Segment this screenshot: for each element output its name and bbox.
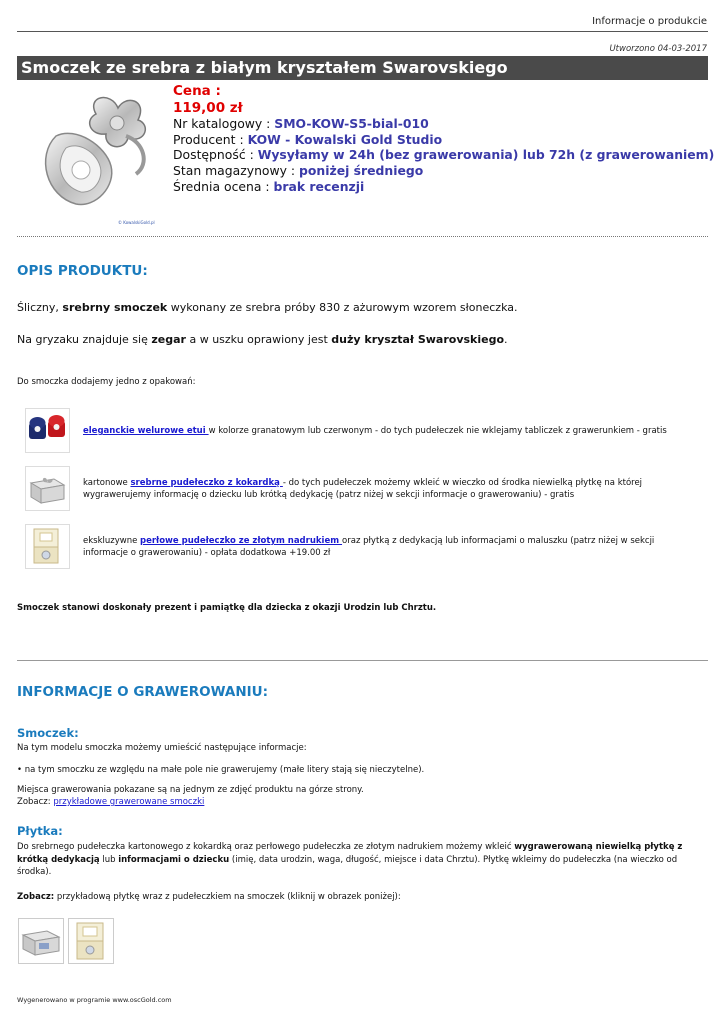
emphasis: duży kryształ Swarovskiego xyxy=(331,333,505,346)
description-heading: OPIS PRODUKTU: xyxy=(17,263,148,279)
emphasis: wygrawerowaną niewielką płytkę z krótką dedykacją xyxy=(17,842,683,865)
divider xyxy=(17,31,708,32)
sample-plate-thumbnail-1[interactable] xyxy=(18,918,64,964)
price-value: 119,00 zł xyxy=(173,99,243,116)
text: Na gryzaku znajduje się xyxy=(17,333,152,346)
pacifier-bullet xyxy=(17,765,424,775)
text: Śliczny, xyxy=(17,301,63,314)
emphasis: zegar xyxy=(151,333,186,346)
dotted-divider xyxy=(17,236,708,237)
producer-value: KOW - Kowalski Gold Studio xyxy=(247,131,443,147)
sample-label: Zobacz: xyxy=(17,892,55,902)
emphasis: informacjami o dziecku xyxy=(118,854,230,865)
engraving-heading: INFORMACJE O GRAWEROWANIU: xyxy=(17,684,269,700)
packaging-intro: Do smoczka dodajemy jedno z opakowań: xyxy=(17,377,196,387)
text: ekskluzywne xyxy=(83,536,141,546)
section-title: Informacje o produkcie xyxy=(592,16,707,27)
package-item-1 xyxy=(83,426,693,438)
availability-value: Wysyłamy w 24h (bez grawerowania) lub 72h (z grawerowaniem) xyxy=(257,147,715,163)
footer-text: Wygenerowano w programie www.oscGold.com xyxy=(17,996,172,1004)
divider xyxy=(17,660,708,661)
text: (imię, data urodzin, waga, długość, miejsce i data Chrztu). Płytkę wkleimy do pudełeczka (na wieczko od środka). xyxy=(17,854,678,877)
catalog-number: SMO-KOW-S5-bial-010 xyxy=(274,116,429,132)
description-paragraph-1 xyxy=(17,301,517,314)
rating-label: Średnia ocena : xyxy=(173,178,274,194)
silver-box-link[interactable]: srebrne pudełeczko z kokardką xyxy=(130,478,283,488)
image-caption: © KowalskiGold.pl xyxy=(118,220,155,225)
catalog-label: Nr katalogowy : xyxy=(173,116,275,132)
text: Do srebrnego pudełeczka kartonowego z kokardką oraz perłowego pudełeczka ze złotym nadrukiem możemy wkleić xyxy=(17,842,515,852)
pearl-box-link[interactable]: perłowe pudełeczko ze złotym nadrukiem xyxy=(140,536,343,546)
plate-description xyxy=(17,841,709,879)
description-paragraph-2 xyxy=(17,333,508,346)
silver-box-thumbnail[interactable] xyxy=(25,466,70,511)
sample-note xyxy=(17,892,401,902)
plate-heading: Płytka: xyxy=(17,824,63,838)
bullet-text: na tym smoczku ze względu na małe pole nie grawerujemy (małe litery stają się nieczytelne). xyxy=(24,765,425,775)
velvet-case-link[interactable]: eleganckie welurowe etui xyxy=(83,426,209,436)
sample-text: przykładową płytkę wraz z pudełeczkiem na smoczek (kliknij w obrazek poniżej): xyxy=(54,892,401,902)
bullet-icon: • xyxy=(17,765,23,775)
text: a w uszku oprawiony jest xyxy=(185,333,332,346)
rating-value: brak recenzji xyxy=(273,178,365,194)
text: oraz płytką z dedykacją lub informacjami o maluszku (patrz niżej w sekcji informacje o grawerowaniu) - opłata dodatkowa +19.00 zł xyxy=(83,536,655,558)
emphasis: srebrny smoczek xyxy=(62,301,168,314)
engraved-examples-link[interactable]: przykładowe grawerowane smoczki xyxy=(53,797,205,807)
stock-value: poniżej średniego xyxy=(299,162,424,178)
producer-label: Producent : xyxy=(173,131,248,147)
pacifier-intro: Na tym modelu smoczka możemy umieścić następujące informacje: xyxy=(17,743,307,753)
stock-label: Stan magazynowy : xyxy=(173,162,300,178)
text: - do tych pudełeczek możemy wkleić w wieczko od środka niewielką płytkę na której wygrawerujemy informację o dziecku lub krótką dedykację (patrz niżej w sekcji informacje o grawerowaniu) - gratis xyxy=(83,478,643,500)
product-title: Smoczek ze srebra z białym kryształem Swarovskiego xyxy=(21,58,508,77)
velvet-case-thumbnail[interactable] xyxy=(25,408,70,453)
product-info xyxy=(173,83,714,194)
product-image[interactable] xyxy=(26,86,166,226)
pacifier-heading: Smoczek: xyxy=(17,726,79,740)
price-label: Cena : xyxy=(173,83,221,99)
gift-note: Smoczek stanowi doskonały prezent i pamiątkę dla dziecka z okazji Urodzin lub Chrztu. xyxy=(17,603,437,613)
title-bar xyxy=(17,56,708,80)
text: wykonany ze srebra próby 830 z ażurowym wzorem słoneczka. xyxy=(167,301,518,314)
text: lub xyxy=(99,854,119,865)
package-item-3 xyxy=(83,536,693,559)
availability-label: Dostępność : xyxy=(173,147,258,163)
see-label: Zobacz: xyxy=(17,797,54,807)
see-examples xyxy=(17,797,204,807)
pearl-box-thumbnail[interactable] xyxy=(25,524,70,569)
placement-note: Miejsca grawerowania pokazane są na jednym ze zdjęć produktu na górze strony. xyxy=(17,785,364,795)
created-date: Utworzono 04-03-2017 xyxy=(609,44,707,54)
text: w kolorze granatowym lub czerwonym - do tych pudełeczek nie wklejamy tabliczek z grawerunkiem - gratis xyxy=(208,426,667,436)
text: kartonowe xyxy=(83,478,131,488)
sample-plate-thumbnail-2[interactable] xyxy=(68,918,114,964)
package-item-2 xyxy=(83,478,693,501)
text: . xyxy=(504,333,508,346)
